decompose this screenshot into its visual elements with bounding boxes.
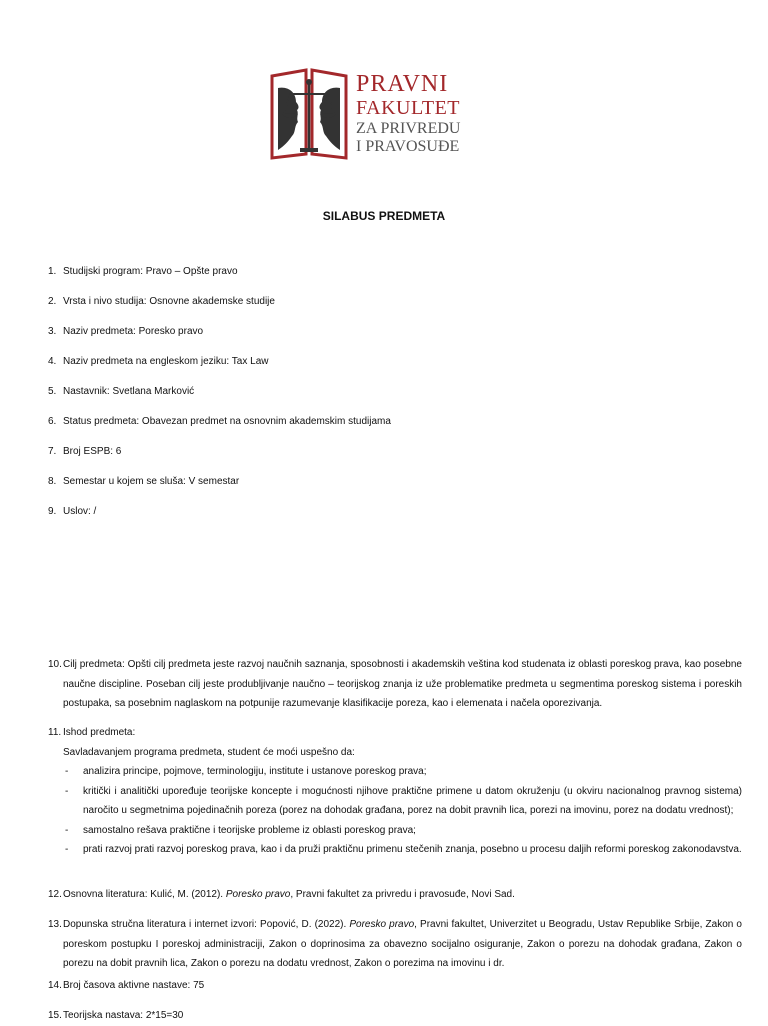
item-number: 2. [48,296,57,307]
document-title: SILABUS PREDMETA [322,209,446,223]
item-number: 13. [48,919,62,930]
item-text: Naziv predmeta na engleskom jeziku: Tax Law [63,356,269,367]
literature-text: Osnovna literatura: Kulić, M. (2012). [63,889,226,900]
item-text: Status predmeta: Obavezan predmet na osnovnim akademskim studijama [63,416,391,427]
item-number: 1. [48,266,57,277]
list-item [48,1006,742,1026]
item-text: Naziv predmeta: Poresko pravo [63,326,204,337]
item-number: 11. [48,727,62,738]
book-title: Poresko pravo [349,919,415,930]
item-text: Teorijska nastava: 2*15=30 [63,1010,184,1021]
item-text: Uslov: / [63,506,97,517]
item-text: Cilj predmeta: Opšti cilj predmeta jeste razvoj naučnih saznanja, sposobnosti i akademskih veština kod studenata iz oblasti poreskog prava, kao posebne naučne discipline. Poseban cilj jeste produbljivanje naučno – teorijskog znanja iz uže problematike predmeta u segmentima poreskog sistema i poreskih postupaka, sa posebnim naglaskom na potpunije razumevanje klasifikacije poreza, kao i elemenata i načela oporezivanja. [63,659,742,709]
faculty-logo [258,68,488,160]
item-number: 7. [48,446,57,457]
list-item [48,412,742,432]
item-text [63,885,742,905]
item-text: Nastavnik: Svetlana Marković [63,386,195,397]
item-number: 14. [48,980,62,991]
item-number: 8. [48,476,57,487]
item-number: 4. [48,356,57,367]
item-number: 12. [48,889,62,900]
list-item [48,292,742,312]
logo-line-fakultet: FAKULTET [356,97,460,119]
item-text: Vrsta i nivo studija: Osnovne akademske studije [63,296,275,307]
item-heading: Ishod predmeta: [63,727,136,738]
list-item-course-goal [48,655,742,714]
literature-text: Dopunska stručna literatura i internet izvori: Popović, D. (2022). [63,919,350,930]
list-item [48,382,742,402]
outcome-bullet-list [63,762,742,860]
item-number: 9. [48,506,57,517]
logo-wordmark [356,72,460,155]
list-item [48,262,742,282]
list-item [48,502,742,522]
item-number: 5. [48,386,57,397]
list-item [48,442,742,462]
bullet-item: - analizira principe, pojmove, terminologiju, institute i ustanove poreskog prava; [63,762,742,782]
item-number: 6. [48,416,57,427]
bullet-item: - kritički i analitički upoređuje teorijske koncepte i mogućnosti njihove praktične primene u datom okruženju (u okviru nacionalnog pravnog sistema) naročito u segmetnima pojedinačnih poreza (porez na dohodak građana, porez na dobit pravnih lica, porezi na imovinu, porez na dodatu vrednost); [63,782,742,821]
list-item [48,976,742,996]
logo-line-za-privredu: ZA PRIVREDU [356,120,461,137]
logo-line-pravni: PRAVNI [356,71,449,97]
item-text: Semestar u kojem se sluša: V semestar [63,476,240,487]
list-item [48,472,742,492]
literature-sources: , Pravni fakultet, Univerzitet u Beogradu, Ustav Republike Srbije, Zakon o poreskom postupku I poreskoj administraciji, Zakon o doprinosima za obavezno socijalno osiguranje, Zakon o porezu na dohodak građana, Zakon o porezu na dobit pravnih lica, Zakon o porezu na dodatu vrednost, Zakon o porezima na imovinu i dr. [63,919,742,969]
list-item [48,322,742,342]
logo-line-pravosudje: I PRAVOSUĐE [356,138,460,155]
list-item-basic-literature [48,885,742,905]
item-number: 15. [48,1010,62,1021]
scales-of-justice-emblem-icon [266,68,352,160]
literature-publisher: , Pravni fakultet za privredu i pravosuđe, Novi Sad. [290,889,515,900]
bullet-item: - prati razvoj prati razvoj poreskog prava, kao i da pruži praktičnu primenu stečenih znanja, posebno u procesu daljih reformi poreskog zakonodavstva. [63,840,742,860]
item-text [63,915,742,974]
item-intro: Savladavanjem programa predmeta, student će moći uspešno da: [63,746,355,758]
item-number: 3. [48,326,57,337]
item-text: Broj ESPB: 6 [63,446,122,457]
item-text: Broj časova aktivne nastave: 75 [63,980,205,991]
item-text: Studijski program: Pravo – Opšte pravo [63,266,238,277]
list-item [48,352,742,372]
bullet-item: - samostalno rešava praktične i teorijske probleme iz oblasti poreskog prava; [63,821,742,841]
list-item-additional-literature [48,915,742,974]
item-number: 10. [48,659,62,670]
book-title: Poresko pravo [225,889,291,900]
list-item-course-outcome [48,723,742,860]
